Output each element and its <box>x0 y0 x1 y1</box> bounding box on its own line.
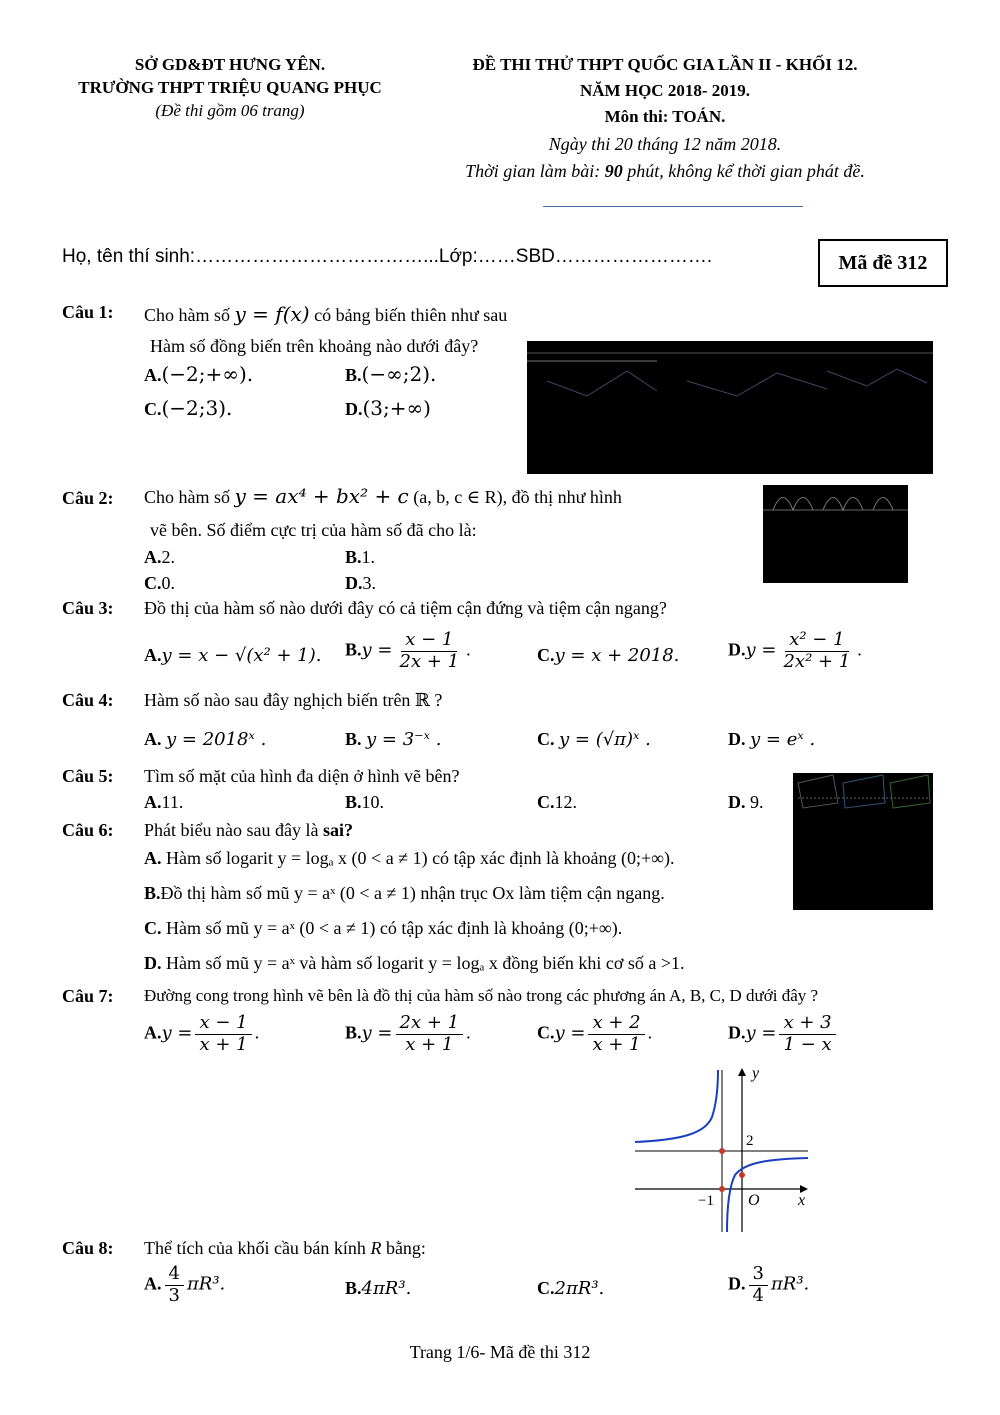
q7-a-den: x + 1 <box>199 1033 248 1055</box>
q2-graph-image <box>763 485 908 583</box>
q6-option-a[interactable] <box>144 848 674 869</box>
q3-option-c[interactable] <box>537 645 679 666</box>
q7-option-c[interactable] <box>537 1013 652 1055</box>
q1-text-a: Cho hàm số <box>144 305 235 325</box>
q7-text: Đường cong trong hình vẽ bên là đồ thị của hàm số nào trong các phương án A, B, C, D dưới đây ? <box>144 986 819 1005</box>
q2-line2: vẽ bên. Số điểm cực trị của hàm số đã cho là: <box>150 520 477 540</box>
q3-d-pre: y = <box>745 639 777 661</box>
q5-d-label: D. <box>728 792 746 812</box>
q5-option-d[interactable] <box>728 792 764 813</box>
q1-option-a[interactable] <box>144 362 253 386</box>
q7-option-a[interactable] <box>144 1013 259 1055</box>
q7-c-fraction <box>588 1013 644 1055</box>
q1-option-c[interactable] <box>144 396 232 420</box>
q1-option-b[interactable] <box>345 362 436 386</box>
q5-option-a[interactable] <box>144 792 183 813</box>
q2-image-artifact <box>763 485 908 583</box>
q2-text-b: (a, b, c ∈ R), đồ thị như hình <box>408 487 622 507</box>
q6-option-d[interactable] <box>144 953 685 974</box>
point-neg1-on-axis <box>719 1186 725 1192</box>
q4-b-label: B. <box>345 729 362 749</box>
q7-b-post: . <box>466 1022 471 1043</box>
q1-text-b: có bảng biến thiên như sau <box>309 305 508 325</box>
tick-label-neg1: −1 <box>698 1193 714 1209</box>
q8-c-label: C. <box>537 1278 555 1298</box>
q8-label: Câu 8: <box>62 1238 114 1258</box>
q3-option-a[interactable] <box>144 645 321 666</box>
q4-option-a[interactable] <box>144 729 266 750</box>
q6-text <box>144 820 353 841</box>
q2-d-label: D. <box>345 573 363 593</box>
q7-d-den: 1 − x <box>783 1033 832 1055</box>
q3-option-b[interactable] <box>345 630 471 672</box>
q3-b-fraction <box>396 630 464 672</box>
q1-label: Câu 1: <box>62 302 114 322</box>
q3-d-num: x² − 1 <box>785 630 848 652</box>
left-branch <box>635 1070 718 1142</box>
q3-a-label: A. <box>144 645 162 665</box>
q8-a-post: πR³. <box>186 1273 226 1295</box>
q3-label: Câu 3: <box>62 598 114 618</box>
point-asymptote-intersection <box>719 1148 725 1154</box>
subject: Môn thi: TOÁN. <box>604 107 726 126</box>
q8-c-value: 2πR³. <box>554 1278 605 1299</box>
q3-option-d[interactable] <box>728 630 862 672</box>
q6-option-b[interactable] <box>144 883 665 904</box>
q7-b-pre: y = <box>361 1022 393 1044</box>
q1-a-value: (−2;+∞). <box>161 362 254 386</box>
q8-text-r: R <box>370 1238 382 1258</box>
q8-d-fraction <box>749 1264 768 1306</box>
q6-d-label: D. <box>144 953 162 973</box>
q7-d-label: D. <box>728 1022 746 1043</box>
origin-label: O <box>748 1192 760 1209</box>
q5-option-b[interactable] <box>345 792 384 813</box>
q1-image-artifact <box>527 341 933 474</box>
q5-b-label: B. <box>345 792 362 812</box>
q8-b-label: B. <box>345 1278 362 1298</box>
q1-b-value: (−∞;2). <box>361 362 437 386</box>
q5-text: Tìm số mặt của hình đa diện ở hình vẽ bên? <box>144 766 460 786</box>
q5-d-value: 9. <box>745 792 764 812</box>
y-axis-label: y <box>752 1065 760 1082</box>
q8-d-num: 3 <box>749 1264 768 1286</box>
q3-b-pre: y = <box>361 639 393 661</box>
q4-c-label: C. <box>537 729 555 749</box>
q4-text: Hàm số nào sau đây nghịch biến trên ℝ ? <box>144 690 443 710</box>
q7-d-num: x + 3 <box>779 1013 835 1035</box>
duration-minutes: 90 <box>604 161 623 181</box>
q6-c-label: C. <box>144 918 162 938</box>
q7-a-pre: y = <box>161 1022 193 1044</box>
q1-expr: y = f(x) <box>234 302 310 326</box>
q6-a-value: Hàm số logarit y = logₐ x (0 < a ≠ 1) có tập xác định là khoảng (0;+∞). <box>161 848 675 868</box>
q4-d-label: D. <box>728 729 746 749</box>
q8-option-c[interactable] <box>537 1278 604 1299</box>
q4-option-c[interactable] <box>537 729 651 750</box>
exam-title: ĐỀ THI THỬ THPT QUỐC GIA LẦN II - KHỐI 12. <box>472 55 858 74</box>
q7-c-post: . <box>647 1022 653 1043</box>
q3-b-post: . <box>466 639 471 660</box>
q2-text <box>144 484 622 508</box>
page-footer: Trang 1/6- Mã đề thi 312 <box>409 1342 591 1362</box>
header-divider <box>543 206 803 207</box>
q5-label: Câu 5: <box>62 766 114 786</box>
q7-b-fraction <box>396 1013 464 1055</box>
q7-a-num: x − 1 <box>195 1013 251 1035</box>
right-branch <box>727 1158 808 1232</box>
q7-label: Câu 7: <box>62 986 114 1006</box>
exam-duration <box>420 161 910 182</box>
q2-option-d[interactable] <box>345 573 376 594</box>
q4-option-b[interactable] <box>345 729 442 750</box>
y-axis-arrow <box>738 1068 746 1076</box>
q8-d-den: 4 <box>752 1284 764 1306</box>
q3-c-value: y = x + 2018. <box>554 645 680 666</box>
exam-code-box <box>818 239 948 287</box>
q2-option-b[interactable] <box>345 547 375 568</box>
q6-b-label: B. <box>144 883 161 903</box>
q8-a-fraction <box>165 1264 184 1306</box>
q6-a-label: A. <box>144 848 162 868</box>
q6-label: Câu 6: <box>62 820 114 840</box>
q2-c-label: C. <box>144 573 162 593</box>
q7-hyperbola-graph <box>630 1062 820 1237</box>
q2-b-label: B. <box>345 547 362 567</box>
q4-label: Câu 4: <box>62 690 114 710</box>
q7-b-num: 2x + 1 <box>396 1013 464 1035</box>
x-axis-label: x <box>798 1192 806 1209</box>
q8-a-num: 4 <box>165 1264 184 1286</box>
q2-b-value: 1. <box>361 547 376 567</box>
q2-a-value: 2. <box>161 547 175 567</box>
q1-text <box>144 302 507 326</box>
q5-a-value: 11. <box>161 792 184 812</box>
q2-label: Câu 2: <box>62 488 114 508</box>
q3-b-num: x − 1 <box>401 630 457 652</box>
q1-option-d[interactable] <box>345 396 431 420</box>
q7-option-d[interactable] <box>728 1013 839 1055</box>
q3-d-post: . <box>857 639 862 660</box>
q7-c-num: x + 2 <box>588 1013 644 1035</box>
school-dept: SỞ GD&ĐT HƯNG YÊN. <box>134 55 326 74</box>
q2-expr: y = ax⁴ + bx² + c <box>234 484 409 508</box>
q1-c-label: C. <box>144 399 162 419</box>
q1-a-label: A. <box>144 365 162 385</box>
q8-text-a: Thể tích của khối cầu bán kính <box>144 1238 371 1258</box>
q8-b-value: 4πR³. <box>361 1278 412 1299</box>
q4-a-value: y = 2018ˣ . <box>166 729 267 750</box>
q1-d-value: (3;+∞) <box>362 396 431 420</box>
q8-a-label: A. <box>144 1273 162 1294</box>
page-count-note: (Đề thi gồm 06 trang) <box>155 101 305 120</box>
q8-text <box>144 1238 426 1259</box>
q8-d-label: D. <box>728 1273 746 1294</box>
q4-c-value: y = (√π)ˣ . <box>559 729 651 750</box>
q7-c-den: x + 1 <box>592 1033 641 1055</box>
q7-a-post: . <box>254 1022 260 1043</box>
q3-d-fraction <box>779 630 854 672</box>
q7-a-label: A. <box>144 1022 162 1043</box>
q4-option-d[interactable] <box>728 729 815 750</box>
q5-b-value: 10. <box>361 792 385 812</box>
q2-option-a[interactable] <box>144 547 175 568</box>
exam-code: Mã đề 312 <box>838 251 928 274</box>
q4-b-value: y = 3⁻ˣ . <box>366 729 442 750</box>
q6-b-value: Đồ thị hàm số mũ y = aˣ (0 < a ≠ 1) nhận trục Ox làm tiệm cận ngang. <box>160 883 665 903</box>
q1-variation-table-image <box>527 341 933 474</box>
tick-label-2: 2 <box>746 1133 754 1149</box>
q5-a-label: A. <box>144 792 162 812</box>
q5-c-value: 12. <box>554 792 577 812</box>
q6-option-c[interactable] <box>144 918 622 939</box>
q6-c-value: Hàm số mũ y = aˣ (0 < a ≠ 1) có tập xác định là khoảng (0;+∞). <box>161 918 623 938</box>
q1-d-label: D. <box>345 399 363 419</box>
school-year: NĂM HỌC 2018- 2019. <box>580 81 750 100</box>
q1-line2: Hàm số đồng biến trên khoảng nào dưới đây? <box>150 336 479 356</box>
point-y-intercept <box>739 1172 745 1178</box>
q5-option-c[interactable] <box>537 792 577 813</box>
q3-d-label: D. <box>728 639 746 660</box>
q2-d-value: 3. <box>362 573 376 593</box>
q5-c-label: C. <box>537 792 555 812</box>
q3-b-label: B. <box>345 639 362 660</box>
q3-d-den: 2x² + 1 <box>783 650 851 672</box>
q7-a-fraction <box>195 1013 251 1055</box>
duration-suffix: phút, không kể thời gian phát đề. <box>622 161 865 181</box>
q6-text-b: sai? <box>322 820 353 840</box>
q3-a-value: y = x − √(x² + 1). <box>161 645 322 666</box>
q7-d-pre: y = <box>745 1022 777 1044</box>
q8-a-den: 3 <box>168 1284 180 1306</box>
q2-c-value: 0. <box>161 573 175 593</box>
school-name: TRƯỜNG THPT TRIỆU QUANG PHỤC <box>78 78 382 97</box>
q8-option-b[interactable] <box>345 1278 411 1299</box>
q7-d-fraction <box>779 1013 835 1055</box>
q8-d-post: πR³. <box>770 1273 810 1295</box>
q5-polyhedron-image <box>793 773 933 910</box>
q5-image-artifact <box>793 773 933 910</box>
q2-option-c[interactable] <box>144 573 175 594</box>
q3-c-label: C. <box>537 645 555 665</box>
q8-option-a[interactable] <box>144 1264 225 1306</box>
q3-text: Đồ thị của hàm số nào dưới đây có cả tiệm cận đứng và tiệm cận ngang? <box>144 598 667 618</box>
q2-a-label: A. <box>144 547 162 567</box>
duration-prefix: Thời gian làm bài: <box>465 161 605 181</box>
q8-text-b: bằng: <box>381 1238 426 1258</box>
q4-d-value: y = eˣ . <box>750 729 816 750</box>
q6-d-value: Hàm số mũ y = aˣ và hàm số logarit y = logₐ x đồng biến khi cơ số a >1. <box>161 953 685 973</box>
q7-c-label: C. <box>537 1022 555 1043</box>
q7-b-label: B. <box>345 1022 362 1043</box>
q6-text-a: Phát biểu nào sau đây là <box>144 820 323 840</box>
q3-b-den: 2x + 1 <box>399 650 460 672</box>
q7-option-b[interactable] <box>345 1013 471 1055</box>
exam-date: Ngày thi 20 tháng 12 năm 2018. <box>548 134 782 154</box>
student-info-line: Họ, tên thí sinh:………………………………...Lớp:……SBD……………………. <box>62 246 713 267</box>
q7-c-pre: y = <box>554 1022 586 1044</box>
q2-text-a: Cho hàm số <box>144 487 235 507</box>
q7-b-den: x + 1 <box>405 1033 454 1055</box>
q1-c-value: (−2;3). <box>161 396 233 420</box>
q1-b-label: B. <box>345 365 362 385</box>
q8-option-d[interactable] <box>728 1264 809 1306</box>
q4-a-label: A. <box>144 729 162 749</box>
